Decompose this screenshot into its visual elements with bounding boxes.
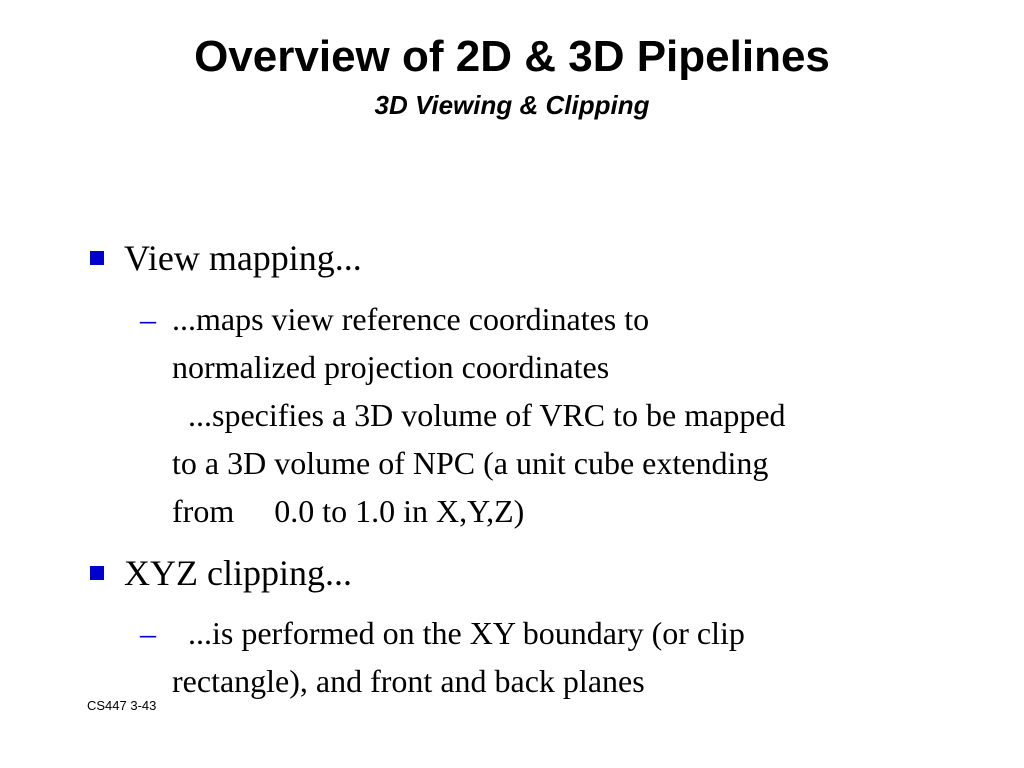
dash-bullet-icon: – bbox=[140, 615, 156, 651]
sub-bullet-line: normalized projection coordinates bbox=[172, 349, 610, 385]
sub-bullet-line: ...specifies a 3D volume of VRC to be mapped bbox=[172, 397, 786, 433]
square-bullet-icon bbox=[90, 566, 104, 580]
sub-bullet-line: ...is performed on the XY boundary (or clip bbox=[172, 615, 745, 651]
square-bullet-icon bbox=[90, 251, 104, 265]
bullet-text: XYZ clipping... bbox=[124, 553, 352, 593]
sub-bullet-line: from 0.0 to 1.0 in X,Y,Z) bbox=[172, 493, 525, 529]
slide-title: Overview of 2D & 3D Pipelines bbox=[194, 32, 830, 81]
slide-subtitle: 3D Viewing & Clipping bbox=[374, 90, 650, 120]
slide-footer: CS447 3-43 bbox=[87, 698, 157, 713]
sub-bullet-line: to a 3D volume of NPC (a unit cube extending bbox=[172, 445, 769, 481]
dash-bullet-icon: – bbox=[140, 301, 156, 337]
sub-bullet-line: rectangle), and front and back planes bbox=[172, 663, 645, 699]
bullet-text: View mapping... bbox=[124, 238, 362, 278]
sub-bullet-line: ...maps view reference coordinates to bbox=[172, 301, 650, 337]
